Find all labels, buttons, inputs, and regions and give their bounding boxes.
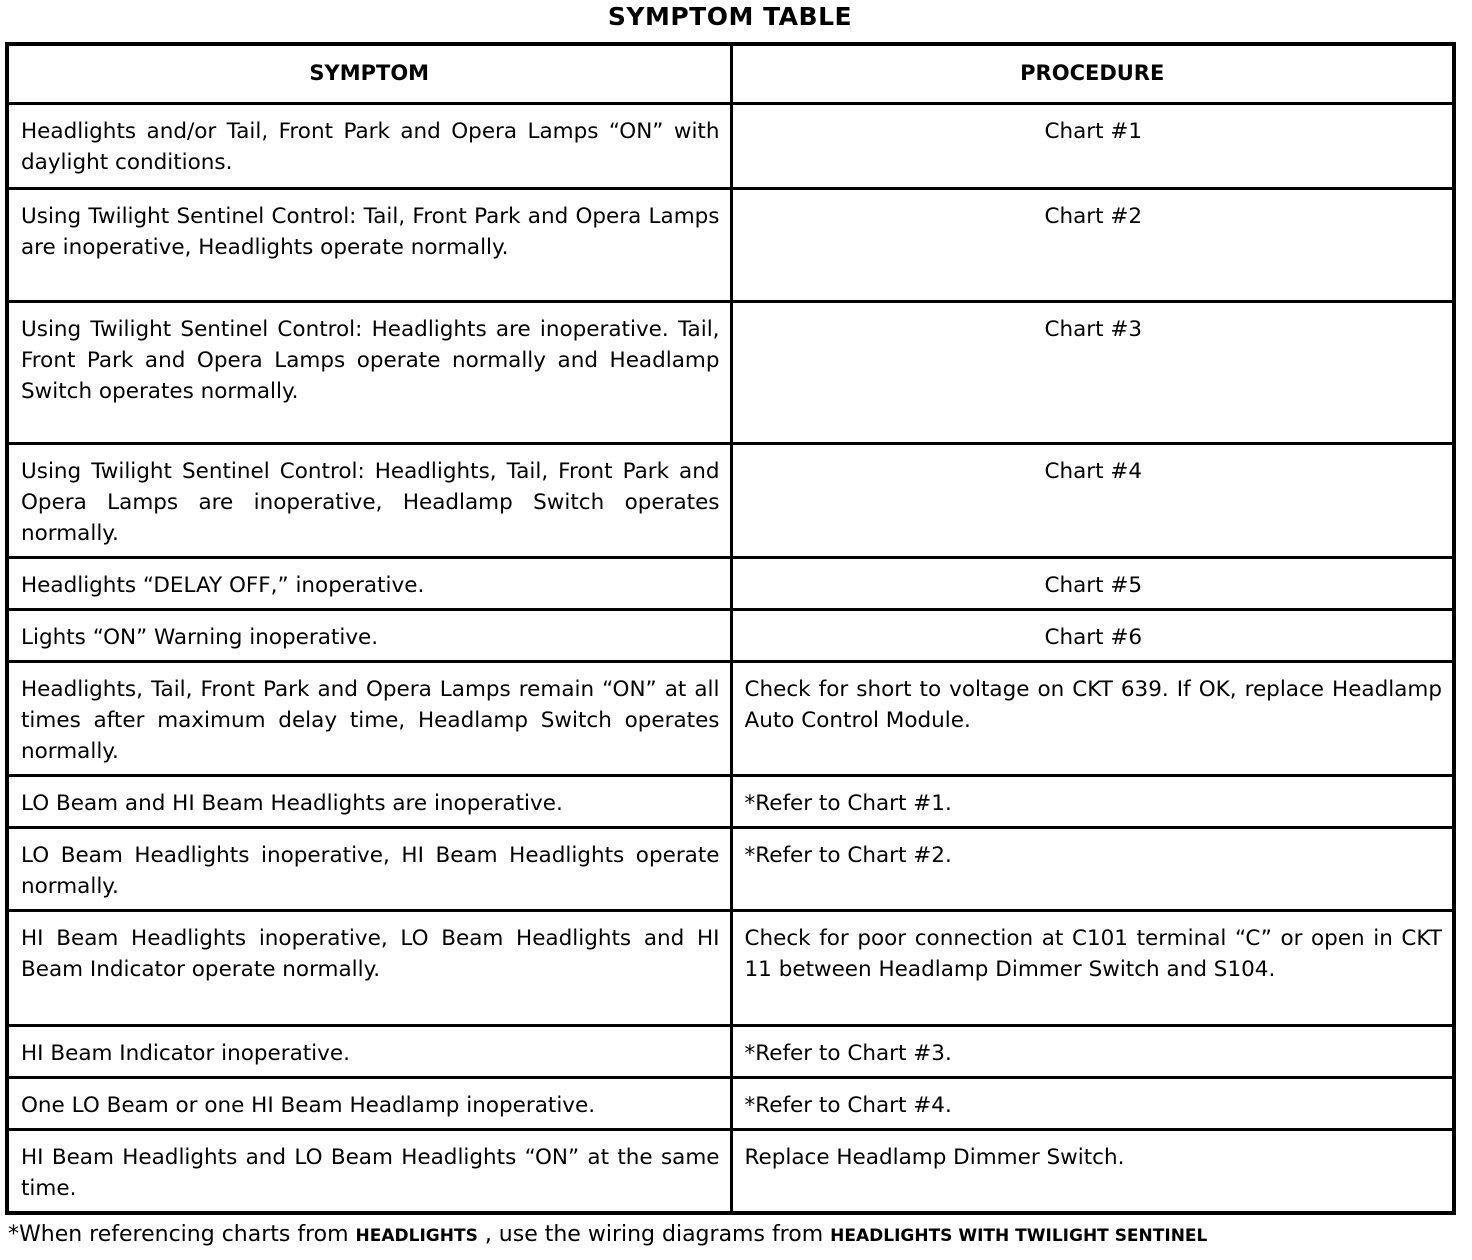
table-row: [7, 609, 1454, 661]
symptom-table: [5, 42, 1456, 1215]
procedure-cell: Chart #3: [731, 301, 1454, 443]
procedure-cell: Replace Headlamp Dimmer Switch.: [731, 1129, 1454, 1213]
footnote-text: , use the wiring diagrams from: [477, 1222, 831, 1247]
table-row: [7, 557, 1454, 609]
procedure-cell: *Refer to Chart #4.: [731, 1077, 1454, 1129]
table-row: [7, 301, 1454, 443]
footnote: [8, 1222, 1207, 1247]
symptom-cell: Headlights “DELAY OFF,” inoperative.: [7, 557, 731, 609]
table-row: [7, 910, 1454, 1025]
header-procedure: PROCEDURE: [731, 44, 1454, 103]
symptom-cell: Headlights, Tail, Front Park and Opera Lamps remain “ON” at all times after maximum delay time, Headlamp Switch operates normally.: [7, 661, 731, 775]
table-header-row: [7, 44, 1454, 103]
procedure-cell: Check for poor connection at C101 terminal “C” or open in CKT 11 between Headlamp Dimmer Switch and S104.: [731, 910, 1454, 1025]
procedure-cell: Chart #4: [731, 443, 1454, 557]
procedure-cell: Chart #5: [731, 557, 1454, 609]
table-row: [7, 1077, 1454, 1129]
footnote-section-headlights: HEADLIGHTS: [355, 1226, 478, 1246]
procedure-cell: Chart #6: [731, 609, 1454, 661]
procedure-cell: Chart #1: [731, 103, 1454, 188]
symptom-cell: HI Beam Headlights inoperative, LO Beam Headlights and HI Beam Indicator operate normally.: [7, 910, 731, 1025]
header-symptom: SYMPTOM: [7, 44, 731, 103]
table-row: [7, 827, 1454, 910]
symptom-cell: HI Beam Indicator inoperative.: [7, 1025, 731, 1077]
symptom-cell: HI Beam Headlights and LO Beam Headlights “ON” at the same time.: [7, 1129, 731, 1213]
procedure-cell: Check for short to voltage on CKT 639. If OK, replace Headlamp Auto Control Module.: [731, 661, 1454, 775]
footnote-section-twilight: HEADLIGHTS WITH TWILIGHT SENTINEL: [830, 1226, 1208, 1246]
symptom-cell: One LO Beam or one HI Beam Headlamp inoperative.: [7, 1077, 731, 1129]
table-row: [7, 775, 1454, 827]
procedure-cell: *Refer to Chart #1.: [731, 775, 1454, 827]
table-row: [7, 443, 1454, 557]
symptom-cell: Using Twilight Sentinel Control: Headlights, Tail, Front Park and Opera Lamps are inoperative, Headlamp Switch operates normally.: [7, 443, 731, 557]
symptom-cell: Lights “ON” Warning inoperative.: [7, 609, 731, 661]
page-title: SYMPTOM TABLE: [607, 2, 853, 31]
table-row: [7, 661, 1454, 775]
symptom-cell: Headlights and/or Tail, Front Park and Opera Lamps “ON” with daylight conditions.: [7, 103, 731, 188]
symptom-cell: LO Beam and HI Beam Headlights are inoperative.: [7, 775, 731, 827]
footnote-text: *When referencing charts from: [8, 1222, 356, 1247]
table-row: [7, 188, 1454, 301]
procedure-cell: *Refer to Chart #3.: [731, 1025, 1454, 1077]
table-row: [7, 1129, 1454, 1213]
symptom-cell: LO Beam Headlights inoperative, HI Beam Headlights operate normally.: [7, 827, 731, 910]
symptom-cell: Using Twilight Sentinel Control: Headlights are inoperative. Tail, Front Park and Opera Lamps operate normally and Headlamp Switch operates normally.: [7, 301, 731, 443]
symptom-cell: Using Twilight Sentinel Control: Tail, Front Park and Opera Lamps are inoperative, Headlights operate normally.: [7, 188, 731, 301]
table-row: [7, 103, 1454, 188]
procedure-cell: *Refer to Chart #2.: [731, 827, 1454, 910]
procedure-cell: Chart #2: [731, 188, 1454, 301]
table-row: [7, 1025, 1454, 1077]
